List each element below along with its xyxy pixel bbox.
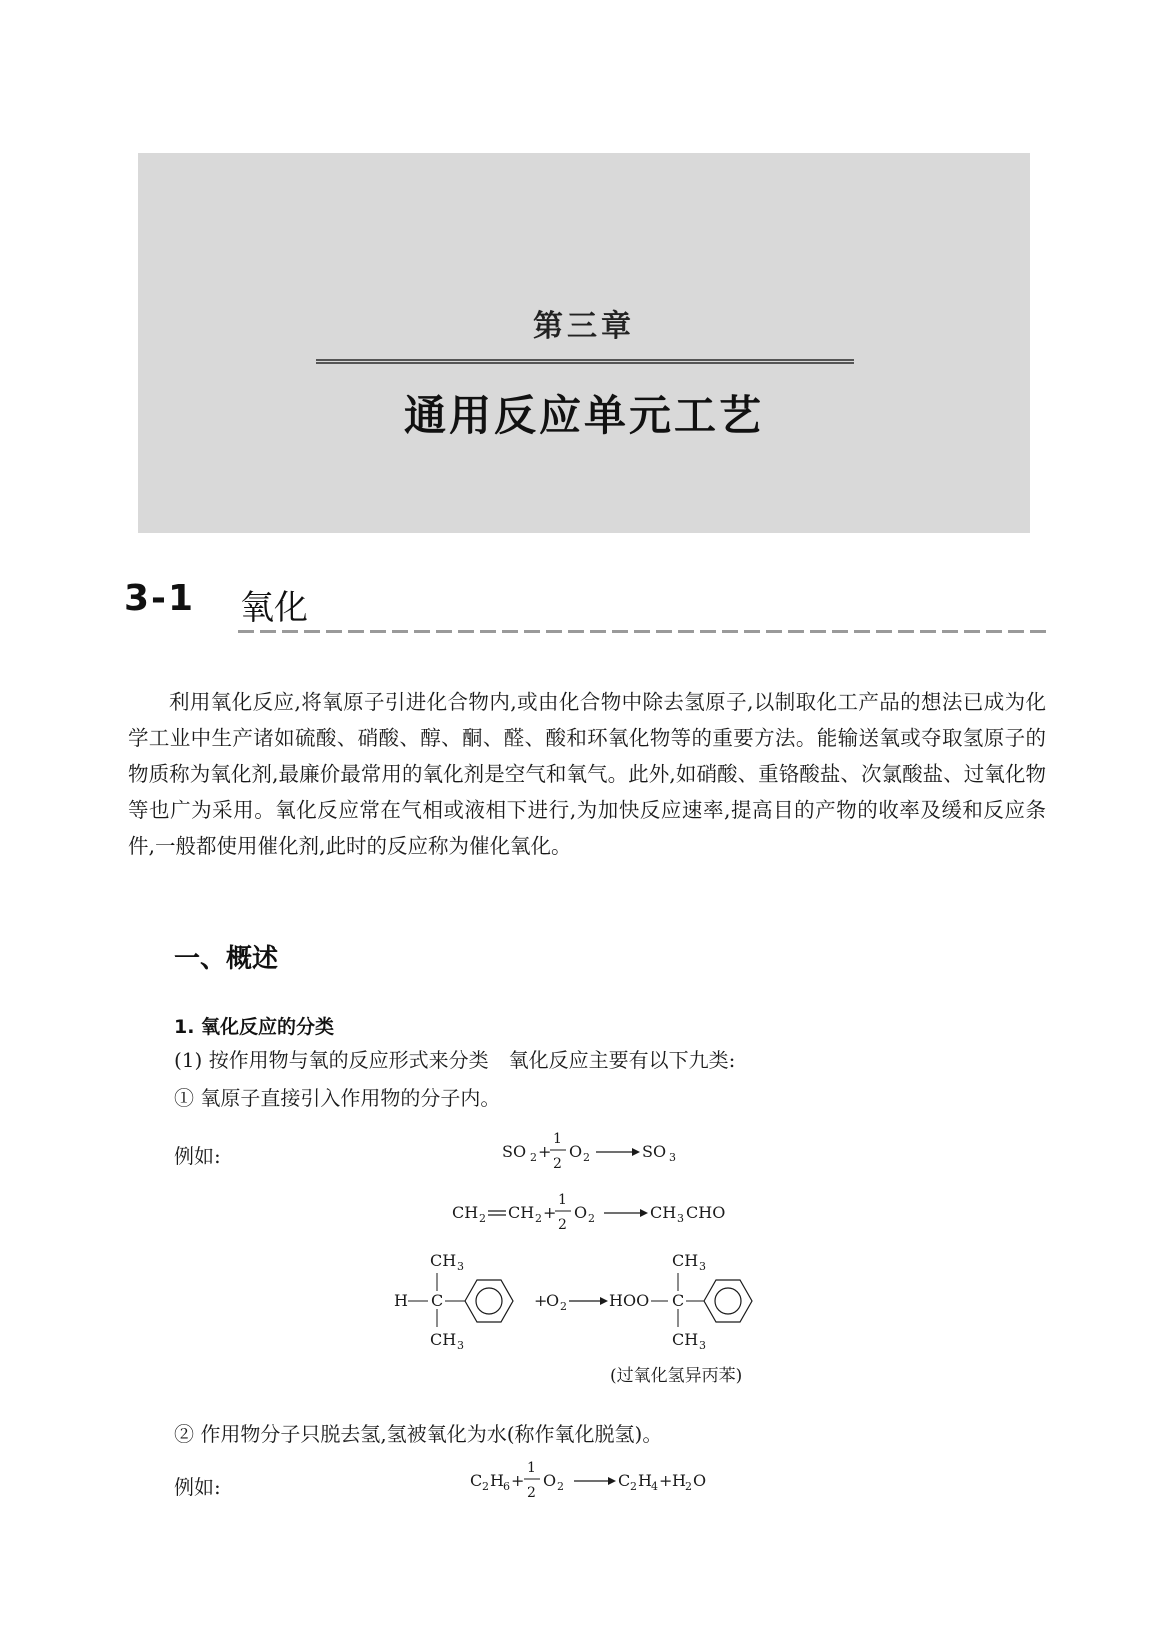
svg-text:2: 2 [479, 1212, 486, 1225]
svg-text:3: 3 [677, 1212, 684, 1225]
item-1: ① 氧原子直接引入作用物的分子内。 [174, 1086, 501, 1110]
svg-text:O: O [693, 1471, 707, 1490]
svg-text:6: 6 [503, 1480, 510, 1493]
reaction-arrow [574, 1477, 616, 1485]
svg-text:+: + [538, 1142, 552, 1161]
reaction-arrow [604, 1209, 648, 1217]
svg-text:O: O [546, 1291, 560, 1310]
svg-text:O: O [543, 1471, 557, 1490]
svg-text:CH: CH [452, 1203, 479, 1222]
svg-text:CH: CH [508, 1203, 535, 1222]
chapter-title: 通用反应单元工艺 [403, 391, 764, 440]
svg-text:2: 2 [588, 1212, 595, 1225]
equation-caption: (过氧化氢异丙苯) [610, 1366, 743, 1386]
svg-text:3: 3 [699, 1339, 706, 1352]
svg-text:SO: SO [502, 1142, 527, 1161]
svg-text:C: C [672, 1291, 685, 1310]
example-label-1: 例如: [174, 1144, 221, 1168]
svg-text:CH: CH [650, 1203, 677, 1222]
intro-paragraph: 利用氧化反应,将氧原子引进化合物内,或由化合物中除去氢原子,以制取化工产品的想法已成为化学工业中生产诸如硫酸、硝酸、醇、酮、醛、酸和环氧化物等的重要方法。能输送氧或夺取氢原子的物质称为氧化剂,最廉价最常用的氧化剂是空气和氧气。此外,如硝酸、重铬酸盐、次氯酸盐、过氧化物等也广为采用。氧化反应常在气相或液相下进行,为加快反应速率,提高目的产物的收率及缓和反应条件,一般都使用催化剂,此时的反应称为催化氧化。 [128, 690, 1046, 858]
classification-line: (1) 按作用物与氧的反应形式来分类 氧化反应主要有以下九类: [174, 1048, 736, 1072]
svg-text:2: 2 [482, 1480, 489, 1493]
svg-text:4: 4 [651, 1480, 658, 1493]
svg-text:C: C [431, 1291, 444, 1310]
svg-text:H: H [672, 1471, 686, 1490]
svg-text:O: O [574, 1203, 588, 1222]
svg-text:CH: CH [430, 1330, 457, 1349]
svg-text:3: 3 [457, 1339, 464, 1352]
svg-text:2: 2 [557, 1480, 564, 1493]
svg-text:3: 3 [699, 1260, 706, 1273]
svg-text:H: H [638, 1471, 652, 1490]
benzene-ring-icon [465, 1280, 513, 1322]
svg-text:1: 1 [558, 1192, 567, 1208]
svg-text:CHO: CHO [686, 1203, 726, 1222]
svg-text:2: 2 [630, 1480, 637, 1493]
svg-text:2: 2 [553, 1156, 562, 1172]
svg-text:HOO: HOO [609, 1291, 650, 1310]
svg-text:+: + [659, 1471, 673, 1490]
svg-text:2: 2 [685, 1480, 692, 1493]
svg-text:2: 2 [560, 1300, 567, 1313]
chapter-number: 第三章 [533, 309, 635, 344]
svg-text:C: C [618, 1471, 631, 1490]
classification-heading: 1. 氧化反应的分类 [174, 1016, 335, 1038]
svg-text:+: + [543, 1203, 557, 1222]
equation-cumene-oxidation [394, 1251, 752, 1352]
equation-ethylene-oxidation [452, 1192, 725, 1233]
example-label-2: 例如: [174, 1475, 221, 1499]
svg-text:H: H [394, 1291, 408, 1310]
svg-text:H: H [490, 1471, 504, 1490]
svg-text:3: 3 [669, 1151, 676, 1164]
reaction-arrow [569, 1297, 608, 1305]
svg-text:2: 2 [583, 1151, 590, 1164]
item-2: ② 作用物分子只脱去氢,氢被氧化为水(称作氧化脱氢)。 [174, 1422, 663, 1446]
svg-text:+: + [511, 1471, 525, 1490]
equation-ethane-dehydrogenation [470, 1460, 706, 1501]
svg-text:2: 2 [530, 1151, 537, 1164]
svg-text:O: O [569, 1142, 583, 1161]
svg-text:+: + [534, 1291, 548, 1310]
benzene-ring-icon [704, 1280, 752, 1322]
equation-so2-oxidation [502, 1131, 676, 1172]
overview-heading: 一、概述 [174, 944, 279, 974]
svg-text:2: 2 [527, 1485, 536, 1501]
svg-text:C: C [470, 1471, 483, 1490]
svg-text:CH: CH [430, 1251, 457, 1270]
svg-text:1: 1 [553, 1131, 562, 1147]
svg-text:SO: SO [642, 1142, 667, 1161]
svg-text:CH: CH [672, 1251, 699, 1270]
svg-text:2: 2 [535, 1212, 542, 1225]
section-number: 3-1 [124, 578, 196, 619]
svg-text:2: 2 [558, 1217, 567, 1233]
svg-text:CH: CH [672, 1330, 699, 1349]
reaction-arrow [596, 1148, 640, 1156]
section-title: 氧化 [240, 588, 308, 628]
svg-text:3: 3 [457, 1260, 464, 1273]
svg-text:1: 1 [527, 1460, 536, 1476]
